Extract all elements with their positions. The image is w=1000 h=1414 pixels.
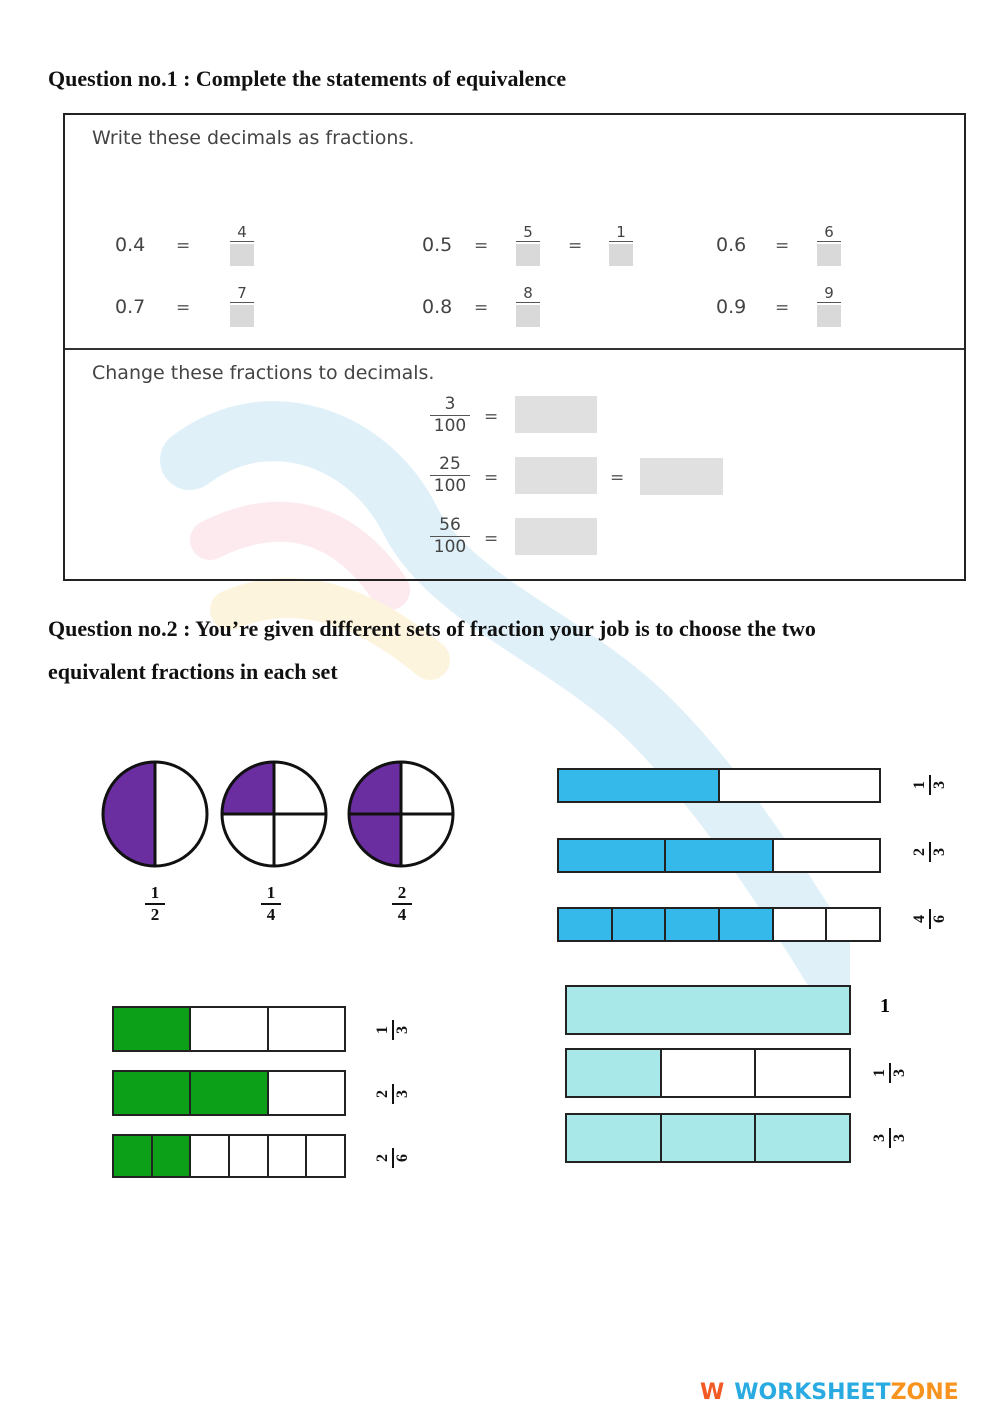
fraction-answer-slot xyxy=(516,285,540,327)
numerator: 3 xyxy=(444,394,456,414)
bar-segment-shaded xyxy=(613,909,667,940)
fraction-bar xyxy=(112,1134,346,1178)
fraction-bar xyxy=(557,768,881,803)
circle-label-1-4: 1 4 xyxy=(259,884,283,924)
bar-segment-shaded xyxy=(662,1115,757,1161)
bar-segment-shaded xyxy=(666,909,720,940)
fraction-bar xyxy=(557,907,881,942)
fraction-answer-slot xyxy=(609,224,633,266)
bar-segment-shaded xyxy=(559,840,666,871)
bar-segment-shaded xyxy=(567,1115,662,1161)
bar-segment-empty xyxy=(756,1050,849,1096)
green-label-2-6: 2 6 xyxy=(375,1146,411,1170)
decimal-0.8: 0.8 xyxy=(422,296,453,318)
decimal-0.9: 0.9 xyxy=(716,296,747,318)
numerator: 4 xyxy=(237,223,247,241)
bar-segment-shaded xyxy=(567,1050,662,1096)
equals-sign: = xyxy=(474,298,489,318)
equals-sign: = xyxy=(176,298,191,318)
bar-segment-empty xyxy=(720,770,879,801)
bar-segment-empty xyxy=(269,1072,344,1114)
decimal-0.6: 0.6 xyxy=(716,234,747,256)
decimal-0.4: 0.4 xyxy=(115,234,146,256)
fraction-56-100 xyxy=(430,516,470,557)
brand-w-icon: W xyxy=(700,1380,725,1405)
fraction-bar xyxy=(112,1006,346,1052)
bar-segment-empty xyxy=(827,909,879,940)
bar-segment-shaded xyxy=(559,770,720,801)
bar-segment-shaded xyxy=(756,1115,849,1161)
bar-segment-empty xyxy=(269,1136,308,1176)
bar-segment-shaded xyxy=(114,1136,153,1176)
equals-sign: = xyxy=(474,236,489,256)
equals-sign: = xyxy=(484,407,499,427)
green-label-2-3: 2 3 xyxy=(375,1082,411,1106)
numerator: 1 xyxy=(616,223,626,241)
denominator-input[interactable] xyxy=(516,244,540,266)
blue-label-2-3: 2 3 xyxy=(912,840,948,864)
bar-segment-shaded xyxy=(666,840,773,871)
bar-segment-empty xyxy=(774,909,828,940)
denominator-input[interactable] xyxy=(230,244,254,266)
bar-segment-shaded xyxy=(114,1072,191,1114)
decimal-0.5: 0.5 xyxy=(422,234,453,256)
equals-sign: = xyxy=(775,236,790,256)
decimal-answer-input[interactable] xyxy=(640,458,723,495)
fraction-bar xyxy=(557,838,881,873)
teal-label-whole: 1 xyxy=(880,995,890,1017)
question-1-box xyxy=(63,113,966,581)
denominator: 100 xyxy=(433,476,467,496)
numerator: 5 xyxy=(523,223,533,241)
equals-sign: = xyxy=(775,298,790,318)
fraction-answer-slot xyxy=(230,285,254,327)
denominator: 100 xyxy=(433,537,467,557)
bar-segment-shaded xyxy=(153,1136,192,1176)
fraction-answer-slot xyxy=(516,224,540,266)
numerator: 25 xyxy=(439,454,461,474)
teal-label-1-3: 1 3 xyxy=(872,1061,908,1085)
decimal-0.7: 0.7 xyxy=(115,296,146,318)
bar-segment-shaded xyxy=(567,987,849,1033)
numerator: 9 xyxy=(824,284,834,302)
decimal-answer-input[interactable] xyxy=(515,457,597,494)
bar-segment-shaded xyxy=(191,1072,268,1114)
bar-segment-empty xyxy=(230,1136,269,1176)
brand-worksheet: WORKSHEET xyxy=(734,1380,891,1405)
part-b-instruction: Change these fractions to decimals. xyxy=(92,362,435,384)
question-2-heading: Question no.2 : You’re given different sets of fraction your job is to choose the two xyxy=(48,616,816,641)
fraction-25-100 xyxy=(430,455,470,496)
question-2-heading-cont: equivalent fractions in each set xyxy=(48,659,338,684)
fraction-answer-slot xyxy=(817,224,841,266)
blue-label-4-6: 4 6 xyxy=(912,907,948,931)
bar-segment-empty xyxy=(307,1136,344,1176)
green-label-1-3: 1 3 xyxy=(375,1018,411,1042)
numerator: 56 xyxy=(439,515,461,535)
circle-label-2-4: 2 4 xyxy=(390,884,414,924)
numerator: 8 xyxy=(523,284,533,302)
part-a-instruction: Write these decimals as fractions. xyxy=(92,127,415,149)
circle-label-1-2: 1 2 xyxy=(143,884,167,924)
fraction-circles xyxy=(98,758,460,870)
numerator: 6 xyxy=(824,223,834,241)
bar-segment-empty xyxy=(191,1136,230,1176)
bar-segment-shaded xyxy=(114,1008,191,1050)
circle-quarter xyxy=(222,762,326,866)
fraction-answer-slot xyxy=(817,285,841,327)
circle-half xyxy=(103,762,207,866)
equals-sign: = xyxy=(484,468,499,488)
denominator-input[interactable] xyxy=(609,244,633,266)
denominator-input[interactable] xyxy=(230,305,254,327)
box-divider xyxy=(65,348,964,350)
fraction-bar xyxy=(112,1070,346,1116)
bar-segment-empty xyxy=(662,1050,757,1096)
bar-segment-empty xyxy=(269,1008,344,1050)
decimal-answer-input[interactable] xyxy=(515,518,597,555)
bar-segment-empty xyxy=(774,840,879,871)
question-1-heading: Question no.1 : Complete the statements of equivalence xyxy=(48,66,567,91)
numerator: 7 xyxy=(237,284,247,302)
equals-sign: = xyxy=(568,236,583,256)
denominator-input[interactable] xyxy=(817,305,841,327)
circle-two-quarters xyxy=(349,762,453,866)
bar-segment-shaded xyxy=(559,909,613,940)
equals-sign: = xyxy=(176,236,191,256)
teal-label-3-3: 3 3 xyxy=(872,1126,908,1150)
decimal-answer-input[interactable] xyxy=(515,396,597,433)
fraction-answer-slot xyxy=(230,224,254,266)
fraction-bar xyxy=(565,985,851,1035)
fraction-bar xyxy=(565,1113,851,1163)
bar-segment-empty xyxy=(191,1008,268,1050)
equals-sign: = xyxy=(610,468,625,488)
bar-segment-shaded xyxy=(720,909,774,940)
blue-label-1-3: 1 3 xyxy=(912,773,948,797)
denominator: 100 xyxy=(433,416,467,436)
fraction-bar xyxy=(565,1048,851,1098)
worksheetzone-logo xyxy=(700,1380,959,1405)
equals-sign: = xyxy=(484,529,499,549)
denominator-input[interactable] xyxy=(516,305,540,327)
fraction-3-100 xyxy=(430,395,470,436)
brand-zone: ZONE xyxy=(890,1380,959,1405)
denominator-input[interactable] xyxy=(817,244,841,266)
